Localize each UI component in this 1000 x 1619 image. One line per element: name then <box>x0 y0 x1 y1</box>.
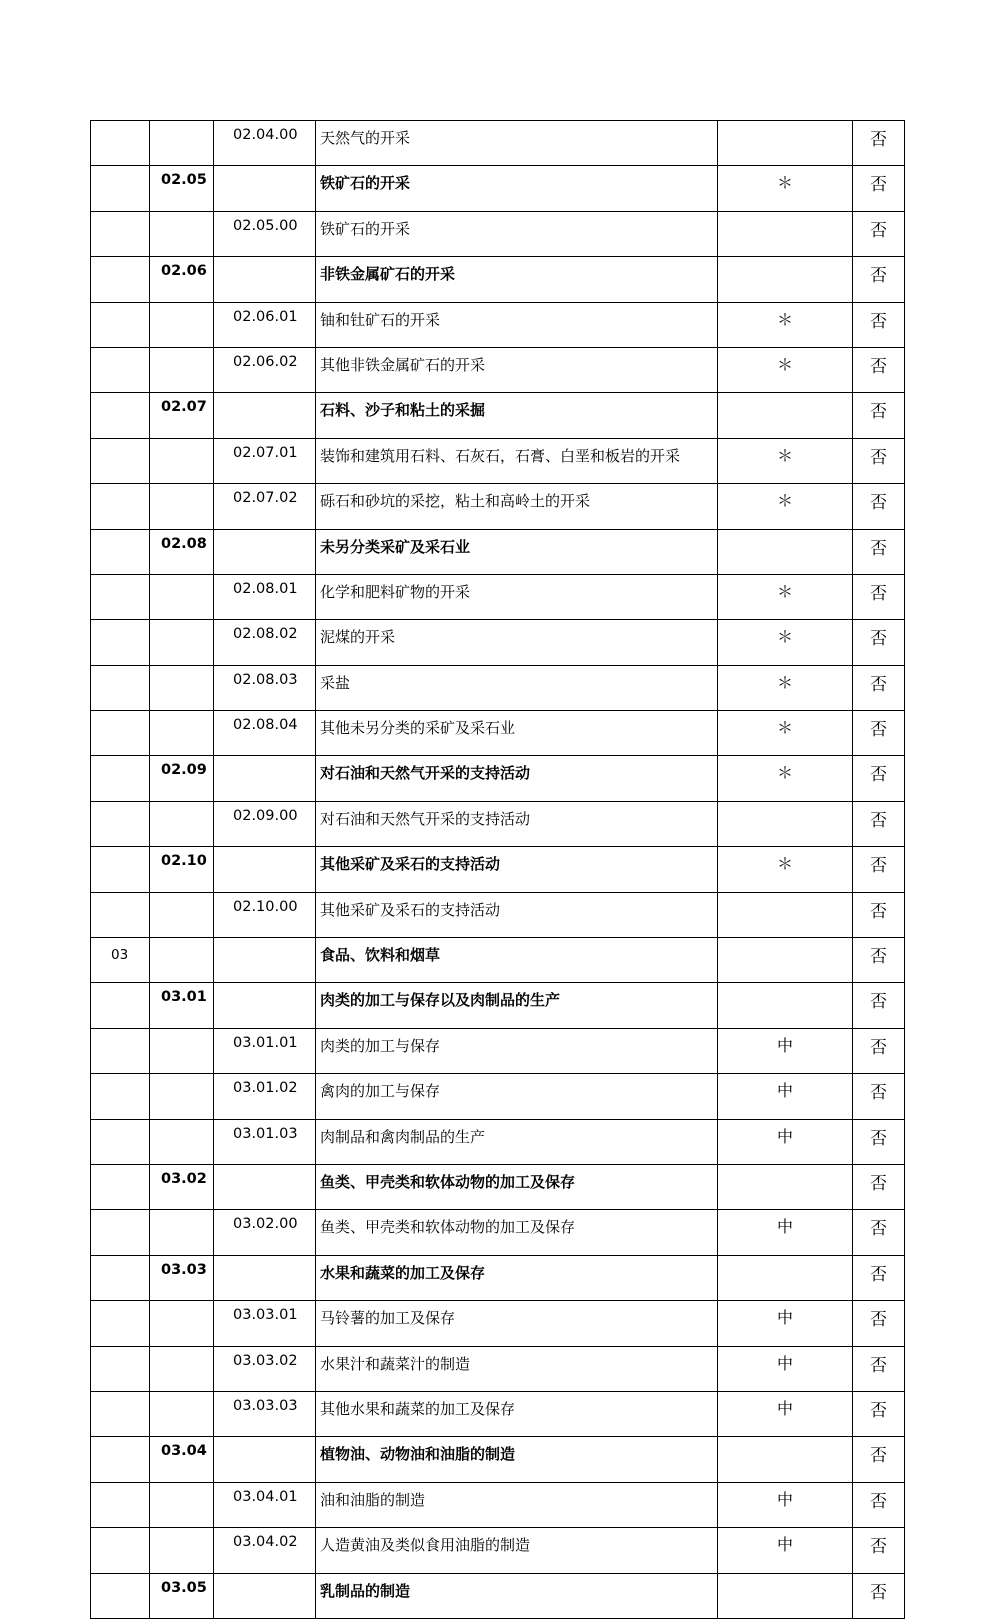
table-row <box>91 1391 905 1436</box>
description-cell <box>316 892 718 937</box>
section-code-cell <box>91 1528 150 1573</box>
table-row <box>91 121 905 166</box>
description-cell <box>316 1074 718 1119</box>
description-cell <box>316 1028 718 1073</box>
class-code-cell <box>214 938 316 983</box>
description-text: 其他采矿及采石的支持活动 <box>320 856 501 873</box>
section-code-cell <box>91 801 150 846</box>
table-row <box>91 302 905 347</box>
risk-mark-cell: 中 <box>718 1482 853 1527</box>
risk-mark-cell: ＊ <box>718 847 853 892</box>
description-text: 鱼类、甲壳类和软体动物的加工及保存 <box>320 1173 576 1190</box>
flag-cell: 否 <box>853 1255 905 1300</box>
table-row <box>91 1482 905 1527</box>
description-cell <box>316 1164 718 1209</box>
division-code-cell: 02.05 <box>150 166 214 211</box>
risk-mark-cell <box>718 1164 853 1209</box>
table-row <box>91 711 905 756</box>
description-text: 肉制品和禽肉制品的生产 <box>320 1128 486 1145</box>
description-text: 天然气的开采 <box>320 130 411 146</box>
flag-cell: 否 <box>853 438 905 483</box>
class-code-cell: 02.08.04 <box>214 711 316 756</box>
section-code-cell <box>91 574 150 619</box>
description-text: 其他水果和蔬菜的加工及保存 <box>320 1400 516 1417</box>
description-cell <box>316 166 718 211</box>
description-cell <box>316 938 718 983</box>
risk-mark-cell: 中 <box>718 1528 853 1573</box>
flag-cell: 否 <box>853 302 905 347</box>
class-code-cell: 02.10.00 <box>214 892 316 937</box>
class-code-cell <box>214 1437 316 1482</box>
risk-mark-cell: ＊ <box>718 620 853 665</box>
description-text: 鱼类、甲壳类和软体动物的加工及保存 <box>320 1219 576 1236</box>
description-text: 油和油脂的制造 <box>320 1491 426 1508</box>
class-code-cell: 02.08.02 <box>214 620 316 665</box>
table-row <box>91 1119 905 1164</box>
class-code-cell <box>214 166 316 211</box>
section-code-cell <box>91 1210 150 1255</box>
section-code-cell <box>91 484 150 529</box>
section-code-cell <box>91 393 150 438</box>
table-row <box>91 1346 905 1391</box>
section-code-cell <box>91 529 150 574</box>
class-code-cell: 03.03.02 <box>214 1346 316 1391</box>
table-row <box>91 1255 905 1300</box>
division-code-cell <box>150 1482 214 1527</box>
risk-mark-cell: ＊ <box>718 166 853 211</box>
flag-cell: 否 <box>853 1528 905 1573</box>
division-code-cell <box>150 665 214 710</box>
table-row <box>91 892 905 937</box>
class-code-cell <box>214 1164 316 1209</box>
division-code-cell <box>150 1210 214 1255</box>
description-text: 食品、饮料和烟草 <box>320 947 441 964</box>
risk-mark-cell: ＊ <box>718 347 853 392</box>
description-text: 化学和肥料矿物的开采 <box>320 583 471 600</box>
division-code-cell <box>150 302 214 347</box>
flag-cell: 否 <box>853 801 905 846</box>
description-text: 人造黄油及类似食用油脂的制造 <box>320 1537 531 1554</box>
description-cell <box>316 1573 718 1618</box>
description-cell <box>316 1528 718 1573</box>
flag-cell: 否 <box>853 121 905 166</box>
description-cell <box>316 1346 718 1391</box>
class-code-cell <box>214 257 316 302</box>
description-cell <box>316 121 718 166</box>
description-text: 马铃薯的加工及保存 <box>320 1310 456 1327</box>
class-code-cell: 03.04.01 <box>214 1482 316 1527</box>
class-code-cell <box>214 529 316 574</box>
table-row <box>91 847 905 892</box>
description-text: 肉类的加工与保存 <box>320 1037 441 1054</box>
risk-mark-cell <box>718 892 853 937</box>
risk-mark-cell: ＊ <box>718 484 853 529</box>
section-code-cell <box>91 166 150 211</box>
section-code-cell <box>91 347 150 392</box>
description-text: 水果和蔬菜的加工及保存 <box>320 1264 486 1281</box>
description-text: 装饰和建筑用石料、石灰石，石膏、白垩和板岩的开采 <box>320 447 681 464</box>
risk-mark-cell <box>718 1437 853 1482</box>
division-code-cell <box>150 1028 214 1073</box>
section-code-cell <box>91 892 150 937</box>
section-code-cell <box>91 1391 150 1436</box>
class-code-cell: 03.01.02 <box>214 1074 316 1119</box>
division-code-cell: 03.01 <box>150 983 214 1028</box>
risk-mark-cell: 中 <box>718 1074 853 1119</box>
section-code-cell <box>91 211 150 256</box>
class-code-cell <box>214 1255 316 1300</box>
description-cell <box>316 1391 718 1436</box>
description-cell <box>316 711 718 756</box>
section-code-cell <box>91 438 150 483</box>
division-code-cell <box>150 1528 214 1573</box>
risk-mark-cell: ＊ <box>718 665 853 710</box>
class-code-cell: 03.01.01 <box>214 1028 316 1073</box>
section-code-cell <box>91 1164 150 1209</box>
class-code-cell: 03.02.00 <box>214 1210 316 1255</box>
section-code-cell <box>91 1255 150 1300</box>
section-code-cell <box>91 1437 150 1482</box>
flag-cell: 否 <box>853 983 905 1028</box>
description-text: 铁矿石的开采 <box>320 220 411 237</box>
table-row <box>91 393 905 438</box>
flag-cell: 否 <box>853 938 905 983</box>
flag-cell: 否 <box>853 1573 905 1618</box>
flag-cell: 否 <box>853 1391 905 1436</box>
division-code-cell: 03.03 <box>150 1255 214 1300</box>
division-code-cell <box>150 1301 214 1346</box>
table-row <box>91 756 905 801</box>
description-cell <box>316 665 718 710</box>
section-code-cell <box>91 756 150 801</box>
description-cell <box>316 484 718 529</box>
flag-cell: 否 <box>853 711 905 756</box>
section-code-cell <box>91 1119 150 1164</box>
flag-cell: 否 <box>853 211 905 256</box>
section-code-cell <box>91 620 150 665</box>
flag-cell: 否 <box>853 1437 905 1482</box>
division-code-cell <box>150 1074 214 1119</box>
description-cell <box>316 393 718 438</box>
description-cell <box>316 438 718 483</box>
description-text: 砾石和砂坑的采挖，粘土和高岭土的开采 <box>320 493 591 510</box>
division-code-cell <box>150 438 214 483</box>
flag-cell: 否 <box>853 892 905 937</box>
flag-cell: 否 <box>853 620 905 665</box>
description-cell <box>316 347 718 392</box>
table-row <box>91 801 905 846</box>
classification-table <box>90 120 905 1619</box>
class-code-cell: 03.04.02 <box>214 1528 316 1573</box>
section-code-cell <box>91 1074 150 1119</box>
section-code-cell <box>91 1028 150 1073</box>
class-code-cell: 02.06.01 <box>214 302 316 347</box>
class-code-cell: 03.03.01 <box>214 1301 316 1346</box>
class-code-cell: 02.07.02 <box>214 484 316 529</box>
division-code-cell: 03.05 <box>150 1573 214 1618</box>
class-code-cell <box>214 983 316 1028</box>
risk-mark-cell <box>718 121 853 166</box>
division-code-cell: 02.08 <box>150 529 214 574</box>
description-text: 采盐 <box>320 674 351 691</box>
table-body <box>91 121 905 1619</box>
flag-cell: 否 <box>853 1346 905 1391</box>
division-code-cell <box>150 1346 214 1391</box>
class-code-cell <box>214 1573 316 1618</box>
section-code-cell <box>91 1346 150 1391</box>
description-text: 非铁金属矿石的开采 <box>320 266 456 283</box>
risk-mark-cell: ＊ <box>718 756 853 801</box>
flag-cell: 否 <box>853 574 905 619</box>
table-row <box>91 257 905 302</box>
risk-mark-cell <box>718 1255 853 1300</box>
risk-mark-cell: ＊ <box>718 711 853 756</box>
table-row <box>91 1528 905 1573</box>
table-row <box>91 1164 905 1209</box>
description-text: 肉类的加工与保存以及肉制品的生产 <box>320 992 561 1009</box>
class-code-cell: 02.06.02 <box>214 347 316 392</box>
risk-mark-cell <box>718 257 853 302</box>
description-text: 其他未另分类的采矿及采石业 <box>320 720 516 737</box>
table-row <box>91 1210 905 1255</box>
division-code-cell <box>150 711 214 756</box>
flag-cell: 否 <box>853 1164 905 1209</box>
class-code-cell: 02.08.01 <box>214 574 316 619</box>
risk-mark-cell <box>718 938 853 983</box>
division-code-cell: 02.09 <box>150 756 214 801</box>
division-code-cell <box>150 892 214 937</box>
flag-cell: 否 <box>853 1482 905 1527</box>
table-row <box>91 1028 905 1073</box>
division-code-cell <box>150 121 214 166</box>
class-code-cell: 03.03.03 <box>214 1391 316 1436</box>
table-row <box>91 1301 905 1346</box>
flag-cell: 否 <box>853 484 905 529</box>
flag-cell: 否 <box>853 1210 905 1255</box>
section-code-cell <box>91 121 150 166</box>
description-cell <box>316 302 718 347</box>
class-code-cell: 02.08.03 <box>214 665 316 710</box>
description-cell <box>316 1119 718 1164</box>
division-code-cell <box>150 620 214 665</box>
division-code-cell <box>150 574 214 619</box>
section-code-cell <box>91 1482 150 1527</box>
description-cell <box>316 1301 718 1346</box>
section-code-cell: 03 <box>91 938 150 983</box>
section-code-cell <box>91 983 150 1028</box>
class-code-cell <box>214 393 316 438</box>
description-cell <box>316 756 718 801</box>
risk-mark-cell <box>718 983 853 1028</box>
division-code-cell <box>150 484 214 529</box>
division-code-cell <box>150 347 214 392</box>
section-code-cell <box>91 302 150 347</box>
table-row <box>91 484 905 529</box>
class-code-cell <box>214 756 316 801</box>
risk-mark-cell <box>718 393 853 438</box>
table-row <box>91 1437 905 1482</box>
description-cell <box>316 211 718 256</box>
division-code-cell <box>150 938 214 983</box>
table-row <box>91 438 905 483</box>
table-row <box>91 166 905 211</box>
division-code-cell <box>150 1391 214 1436</box>
table-row <box>91 1573 905 1618</box>
risk-mark-cell <box>718 1573 853 1618</box>
class-code-cell: 02.07.01 <box>214 438 316 483</box>
risk-mark-cell: 中 <box>718 1391 853 1436</box>
section-code-cell <box>91 847 150 892</box>
section-code-cell <box>91 1301 150 1346</box>
risk-mark-cell: ＊ <box>718 574 853 619</box>
class-code-cell: 02.05.00 <box>214 211 316 256</box>
table-row <box>91 938 905 983</box>
description-text: 禽肉的加工与保存 <box>320 1083 441 1100</box>
description-cell <box>316 1255 718 1300</box>
class-code-cell: 02.04.00 <box>214 121 316 166</box>
description-cell <box>316 620 718 665</box>
description-cell <box>316 983 718 1028</box>
table-row <box>91 665 905 710</box>
flag-cell: 否 <box>853 347 905 392</box>
description-text: 对石油和天然气开采的支持活动 <box>320 810 531 827</box>
section-code-cell <box>91 257 150 302</box>
table-row <box>91 211 905 256</box>
risk-mark-cell <box>718 801 853 846</box>
description-cell <box>316 529 718 574</box>
division-code-cell <box>150 1119 214 1164</box>
division-code-cell <box>150 211 214 256</box>
flag-cell: 否 <box>853 257 905 302</box>
table-row <box>91 1074 905 1119</box>
class-code-cell: 03.01.03 <box>214 1119 316 1164</box>
division-code-cell: 02.10 <box>150 847 214 892</box>
division-code-cell: 03.04 <box>150 1437 214 1482</box>
description-text: 水果汁和蔬菜汁的制造 <box>320 1355 471 1372</box>
description-text: 对石油和天然气开采的支持活动 <box>320 765 531 782</box>
description-cell <box>316 574 718 619</box>
description-text: 未另分类采矿及采石业 <box>320 538 471 555</box>
flag-cell: 否 <box>853 847 905 892</box>
section-code-cell <box>91 1573 150 1618</box>
flag-cell: 否 <box>853 1301 905 1346</box>
section-code-cell <box>91 665 150 710</box>
flag-cell: 否 <box>853 1074 905 1119</box>
risk-mark-cell: 中 <box>718 1301 853 1346</box>
division-code-cell: 02.06 <box>150 257 214 302</box>
description-text: 其他非铁金属矿石的开采 <box>320 356 486 373</box>
description-text: 铁矿石的开采 <box>320 175 411 192</box>
table-row <box>91 347 905 392</box>
section-code-cell <box>91 711 150 756</box>
description-cell <box>316 257 718 302</box>
risk-mark-cell: 中 <box>718 1346 853 1391</box>
table-row <box>91 574 905 619</box>
description-text: 植物油、动物油和油脂的制造 <box>320 1446 516 1463</box>
risk-mark-cell <box>718 529 853 574</box>
flag-cell: 否 <box>853 166 905 211</box>
flag-cell: 否 <box>853 529 905 574</box>
description-cell <box>316 1210 718 1255</box>
description-text: 其他采矿及采石的支持活动 <box>320 901 501 918</box>
division-code-cell <box>150 801 214 846</box>
risk-mark-cell <box>718 211 853 256</box>
risk-mark-cell: 中 <box>718 1119 853 1164</box>
flag-cell: 否 <box>853 756 905 801</box>
flag-cell: 否 <box>853 1028 905 1073</box>
description-cell <box>316 801 718 846</box>
description-text: 乳制品的制造 <box>320 1582 411 1599</box>
table-row <box>91 620 905 665</box>
division-code-cell: 03.02 <box>150 1164 214 1209</box>
flag-cell: 否 <box>853 1119 905 1164</box>
description-cell <box>316 847 718 892</box>
risk-mark-cell: ＊ <box>718 302 853 347</box>
description-text: 铀和钍矿石的开采 <box>320 311 441 328</box>
flag-cell: 否 <box>853 665 905 710</box>
division-code-cell: 02.07 <box>150 393 214 438</box>
description-cell <box>316 1482 718 1527</box>
description-text: 石料、沙子和粘土的采掘 <box>320 402 486 419</box>
table-row <box>91 529 905 574</box>
risk-mark-cell: 中 <box>718 1028 853 1073</box>
class-code-cell <box>214 847 316 892</box>
risk-mark-cell: ＊ <box>718 438 853 483</box>
risk-mark-cell: 中 <box>718 1210 853 1255</box>
flag-cell: 否 <box>853 393 905 438</box>
description-cell <box>316 1437 718 1482</box>
description-text: 泥煤的开采 <box>320 629 396 646</box>
class-code-cell: 02.09.00 <box>214 801 316 846</box>
table-row <box>91 983 905 1028</box>
